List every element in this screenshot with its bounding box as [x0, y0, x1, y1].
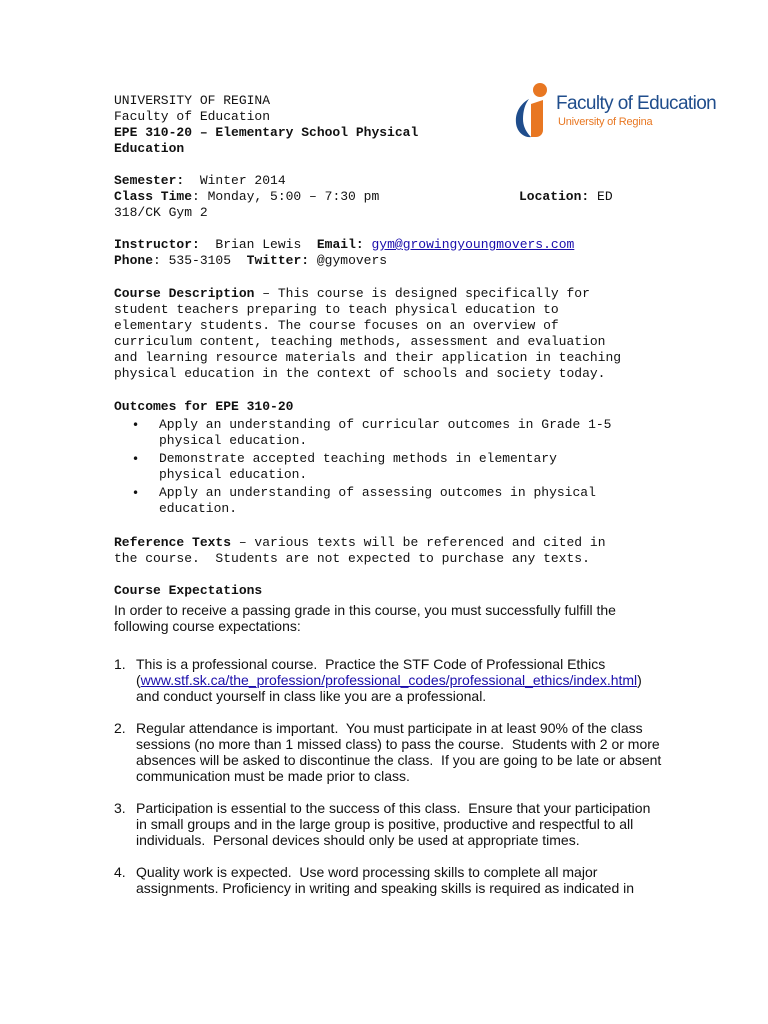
expectations-heading: Course Expectations — [114, 583, 263, 598]
list-item — [114, 485, 674, 517]
course-title-line2: Education — [114, 141, 185, 156]
description-text-line: elementary students. The course focuses on an overview of — [114, 318, 559, 333]
semester-value: Winter 2014 — [184, 173, 286, 188]
email-label: Email: — [316, 237, 364, 252]
email-link[interactable]: gym@growingyoungmovers.com — [371, 237, 575, 252]
item-number: 4. — [114, 864, 126, 880]
outcome-text: physical education. — [159, 467, 308, 482]
classtime-label: Class Time — [114, 189, 193, 204]
item-text-line: assignments. Proficiency in writing and speaking skills is required as indicated in — [136, 880, 635, 896]
instructor-name: Brian Lewis — [199, 237, 317, 252]
description-text-line: physical education in the context of schools and society today. — [114, 366, 606, 381]
twitter-label: Twitter: — [246, 253, 310, 268]
outcomes-section — [114, 399, 674, 517]
location-value: ED — [589, 189, 613, 204]
twitter-handle: @gymovers — [309, 253, 388, 268]
instructor-label: Instructor: — [114, 237, 200, 252]
paren: ( — [136, 672, 141, 688]
phone-label: Phone — [114, 253, 154, 268]
outcome-text: education. — [159, 501, 238, 516]
university-name: UNIVERSITY OF REGINA — [114, 93, 271, 108]
item-text-line: in small groups and in the large group is positive, productive and respectful to all — [136, 816, 634, 832]
instructor-line — [114, 237, 574, 253]
logo-subtitle: University of Regina — [558, 116, 653, 128]
semester-line — [114, 173, 286, 189]
classtime-value: : Monday, 5:00 – 7:30 pm — [192, 189, 380, 204]
intro-text-line: In order to receive a passing grade in this course, you must successfully fulfill the — [114, 602, 616, 618]
paren: ) — [637, 672, 642, 688]
item-text-line: Quality work is expected. Use word processing skills to complete all major — [136, 864, 598, 880]
item-text-line: Regular attendance is important. You must participate in at least 90% of the class — [136, 720, 643, 736]
phone-line — [114, 253, 387, 269]
description-text-line: – This course is designed specifically for — [254, 286, 590, 301]
item-text-line: communication must be made prior to class. — [136, 768, 410, 784]
reference-text-line: the course. Students are not expected to purchase any texts. — [114, 551, 590, 566]
item-text-line: absences will be asked to discontinue the class. If you are going to be late or absent — [136, 752, 662, 768]
course-header — [114, 93, 418, 157]
location-continued: 318/CK Gym 2 — [114, 205, 208, 220]
faculty-name: Faculty of Education — [114, 109, 271, 124]
expectations-list — [114, 656, 661, 896]
list-item — [114, 656, 661, 704]
faculty-logo — [512, 82, 722, 142]
list-item — [114, 720, 661, 784]
outcomes-heading: Outcomes for EPE 310-20 — [114, 399, 294, 414]
list-item — [114, 864, 661, 896]
description-text-line: curriculum content, teaching methods, assessment and evaluation — [114, 334, 606, 349]
course-title-line1: EPE 310-20 – Elementary School Physical — [114, 125, 419, 140]
faculty-logo-mark-icon — [512, 82, 552, 142]
reference-text-line: – various texts will be referenced and cited in — [231, 535, 606, 550]
item-text-line: Participation is essential to the success of this class. Ensure that your participation — [136, 800, 651, 816]
outcome-text: physical education. — [159, 433, 308, 448]
item-text-line — [136, 672, 661, 688]
bullet-icon: • — [132, 452, 140, 466]
item-number: 1. — [114, 656, 126, 672]
location-label: Location: — [519, 189, 590, 204]
description-text-line: student teachers preparing to teach physical education to — [114, 302, 559, 317]
outcome-text: Demonstrate accepted teaching methods in elementary — [159, 451, 557, 466]
reference-texts — [114, 535, 606, 567]
item-text-line: sessions (no more than 1 missed class) to pass the course. Students with 2 or more — [136, 736, 660, 752]
list-item — [114, 451, 674, 483]
classtime-line — [114, 189, 379, 205]
outcomes-list — [114, 417, 674, 517]
item-text-line: This is a professional course. Practice the STF Code of Professional Ethics — [136, 656, 606, 672]
list-item — [114, 800, 661, 848]
outcome-text: Apply an understanding of assessing outcomes in physical — [159, 485, 596, 500]
item-number: 2. — [114, 720, 126, 736]
reference-label: Reference Texts — [114, 535, 232, 550]
stf-ethics-link[interactable]: www.stf.sk.ca/the_profession/professional_codes/professional_ethics/index.html — [140, 672, 638, 688]
item-text-line: and conduct yourself in class like you are a professional. — [136, 688, 487, 704]
intro-text-line: following course expectations: — [114, 618, 301, 634]
bullet-icon: • — [132, 486, 140, 500]
location-line — [519, 189, 613, 205]
semester-label: Semester: — [114, 173, 185, 188]
course-description — [114, 286, 621, 382]
item-number: 3. — [114, 800, 126, 816]
outcome-text: Apply an understanding of curricular outcomes in Grade 1-5 — [159, 417, 612, 432]
phone-value: : 535-3105 — [153, 253, 247, 268]
description-text-line: and learning resource materials and their application in teaching — [114, 350, 622, 365]
list-item — [114, 417, 674, 449]
expectations-intro — [114, 602, 616, 634]
item-text-line: individuals. Personal devices should only be used at appropriate times. — [136, 832, 580, 848]
logo-title: Faculty of Education — [556, 93, 717, 114]
description-label: Course Description — [114, 286, 255, 301]
bullet-icon: • — [132, 418, 140, 432]
